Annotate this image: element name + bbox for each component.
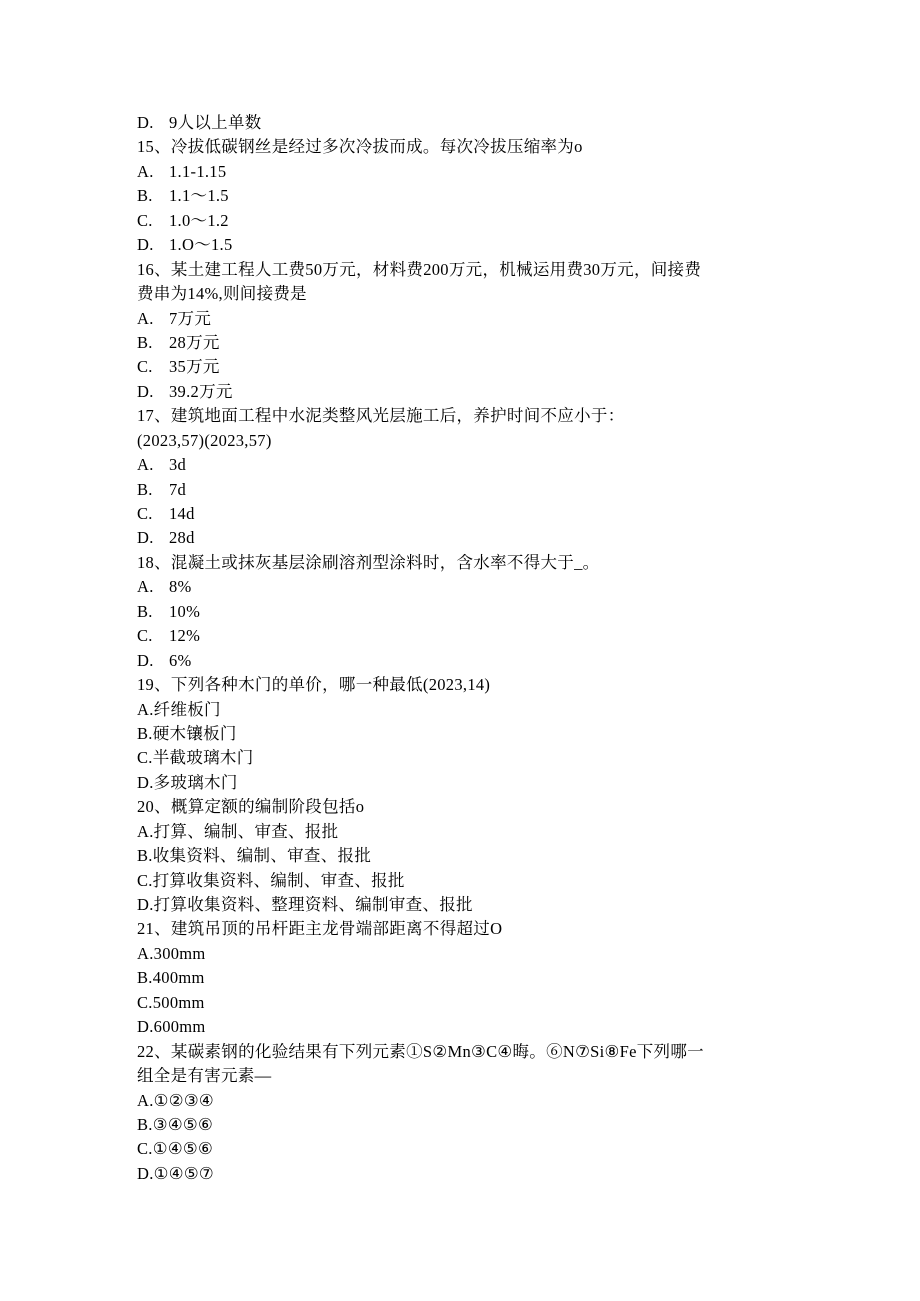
text-line: 15、冷拔低碳钢丝是经过多次冷拔而成。每次冷拔压缩率为o	[137, 137, 583, 157]
answer-option	[137, 380, 797, 404]
option-text: 7万元	[169, 308, 212, 328]
option-letter: D.	[137, 650, 154, 670]
text-line: 19、下列各种木门的单价，哪一种最低(2023,14)	[137, 675, 491, 695]
answer-option	[137, 209, 797, 233]
answer-option	[137, 526, 797, 550]
answer-option	[137, 600, 797, 624]
option-letter: D.	[137, 113, 154, 132]
text-line: 组全是有害元素—	[137, 1066, 272, 1086]
answer-option	[137, 453, 797, 477]
option-letter: B.	[137, 479, 153, 499]
answer-option	[137, 649, 797, 673]
option-text: 3d	[169, 455, 187, 475]
answer-option	[137, 160, 797, 184]
option-text: 14d	[169, 504, 195, 523]
answer-option	[137, 307, 797, 331]
answer-option	[137, 355, 797, 379]
text-line: 18、混凝土或抹灰基层涂刷溶剂型涂料时，含水率不得大于_。	[137, 552, 600, 572]
answer-option	[137, 478, 797, 502]
option-text: 8%	[169, 577, 192, 597]
text-line: D.①④⑤⑦	[137, 1163, 215, 1183]
answer-option	[137, 184, 797, 208]
option-letter: A.	[137, 455, 154, 475]
option-letter: B.	[137, 601, 153, 621]
option-text: 1.1-1.15	[169, 161, 227, 181]
text-line: 费串为14%,则间接费是	[137, 284, 307, 304]
text-line: B.③④⑤⑥	[137, 1114, 214, 1134]
option-letter: B.	[137, 332, 153, 352]
answer-option	[137, 502, 797, 526]
text-line: B.硬木镶板门	[137, 723, 237, 743]
text-line: A.300mm	[137, 943, 206, 963]
option-letter: D.	[137, 235, 154, 255]
answer-option	[137, 331, 797, 355]
option-letter: C.	[137, 357, 153, 377]
option-letter: C.	[137, 626, 153, 646]
text-line: D.打算收集资料、整理资料、编制审查、报批	[137, 895, 473, 914]
text-line: C.打算收集资料、编制、审查、报批	[137, 870, 405, 890]
option-text: 35万元	[169, 357, 220, 377]
option-text: 1.O～1.5	[169, 235, 233, 255]
option-letter: A.	[137, 161, 154, 181]
text-line: 17、建筑地面工程中水泥类整风光层施工后，养护时间不应小于：	[137, 406, 625, 426]
option-text: 12%	[169, 626, 201, 646]
answer-option	[137, 111, 797, 135]
answer-option	[137, 624, 797, 648]
option-letter: B.	[137, 186, 153, 206]
option-text: 10%	[169, 601, 201, 621]
option-text: 9人以上单数	[169, 113, 262, 132]
text-line: (2023,57)(2023,57)	[137, 430, 272, 450]
option-text: 39.2万元	[169, 381, 233, 401]
option-text: 1.0～1.2	[169, 210, 229, 230]
text-line: A.①②③④	[137, 1090, 215, 1110]
option-letter: D.	[137, 381, 154, 401]
text-line: A.打算、编制、审查、报批	[137, 821, 339, 841]
answer-option	[137, 575, 797, 599]
option-text: 7d	[169, 479, 187, 499]
text-line: 22、某碳素钢的化验结果有下列元素①S②Mn③C④晦。⑥N⑦Si⑧Fe下列哪一	[137, 1041, 704, 1061]
option-text: 1.1～1.5	[169, 186, 229, 206]
text-line: 20、概算定额的编制阶段包括o	[137, 797, 365, 817]
text-line: B.收集资料、编制、审查、报批	[137, 846, 372, 866]
document-content	[137, 111, 797, 1186]
text-line: C.①④⑤⑥	[137, 1139, 214, 1159]
text-line: B.400mm	[137, 968, 205, 988]
text-line: 21、建筑吊顶的吊杆距主龙骨端部距离不得超过O	[137, 919, 503, 939]
option-text: 6%	[169, 650, 192, 670]
option-letter: C.	[137, 210, 153, 230]
answer-option	[137, 233, 797, 257]
option-letter: D.	[137, 528, 154, 548]
option-text: 28万元	[169, 332, 220, 352]
text-line: D.600mm	[137, 1017, 206, 1037]
option-letter: A.	[137, 308, 154, 328]
option-text: 28d	[169, 528, 195, 548]
document-page	[137, 111, 797, 1186]
text-line: C.半截玻璃木门	[137, 748, 254, 768]
text-line: A.纤维板门	[137, 699, 221, 719]
text-line: D.多玻璃木门	[137, 772, 238, 792]
option-letter: C.	[137, 504, 153, 523]
option-letter: A.	[137, 577, 154, 597]
text-line: C.500mm	[137, 992, 205, 1012]
text-line: 16、某土建工程人工费50万元，材料费200万元，机械运用费30万元，间接费	[137, 259, 702, 279]
